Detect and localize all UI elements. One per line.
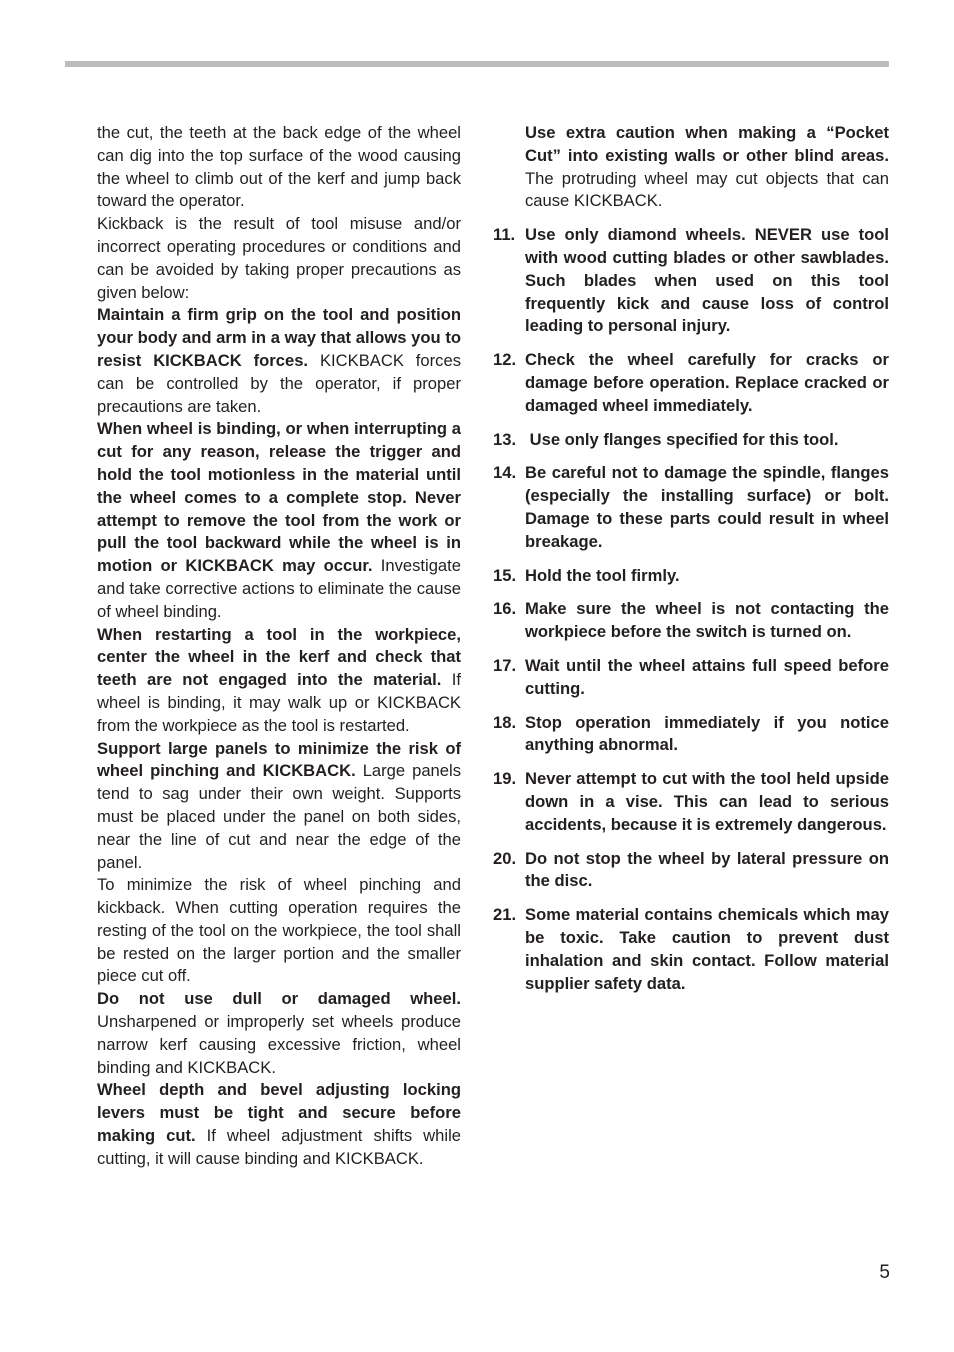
- paragraph: [97, 418, 461, 623]
- item-text: Some material contains chemicals which may be toxic. Take caution to prevent dust inhalation and skin contact. Follow material supplier safety data.: [525, 905, 889, 993]
- paragraph: [97, 122, 461, 213]
- list-item: [493, 712, 889, 758]
- list-item: [493, 904, 889, 995]
- item-number: 19.: [493, 769, 517, 789]
- list-item: [493, 848, 889, 894]
- paragraph-bold-lead: Support large panels to minimize the risk of wheel pinching and KICKBACK.: [97, 738, 461, 781]
- page-number: 5: [879, 1262, 890, 1283]
- item-text: Never attempt to cut with the tool held upside down in a vise. This can lead to serious accidents, because it is extremely dangerous.: [525, 769, 889, 834]
- item-number: 20.: [493, 848, 517, 868]
- paragraph: [97, 988, 461, 1079]
- item-number: 13.: [493, 429, 517, 449]
- paragraph: [97, 1079, 461, 1170]
- paragraph-text: Kickback is the result of tool misuse and/or incorrect operating procedures or conditions and can be avoided by taking proper precautions as given below:: [97, 214, 461, 302]
- item-text: Use only diamond wheels. NEVER use tool with wood cutting blades or other sawblades. Such blades when used on this tool frequently kick and cause loss of control leading to personal injury.: [525, 225, 889, 336]
- left-column: [97, 122, 461, 1171]
- item-text: Do not stop the wheel by lateral pressure on the disc.: [525, 848, 889, 891]
- paragraph-bold-lead: When wheel is binding, or when interrupting a cut for any reason, release the trigger and hold the tool motionless in the material until the wheel comes to a complete stop. Never attempt to remove the tool from the work or pull the tool backward while the wheel is in motion or KICKBACK may occur.: [97, 419, 461, 576]
- paragraph-text: KICKBACK forces can be controlled by the operator, if proper precautions are taken.: [97, 350, 461, 416]
- paragraph-text: If wheel is binding, it may walk up or KICKBACK from the workpiece as the tool is restarted.: [97, 670, 461, 735]
- item-number: 14.: [493, 463, 517, 483]
- list-item: [493, 598, 889, 644]
- item-number: 12.: [493, 350, 517, 370]
- item-text: Make sure the wheel is not contacting the workpiece before the switch is turned on.: [525, 599, 889, 642]
- item-text: Wait until the wheel attains full speed before cutting.: [525, 655, 889, 698]
- paragraph-bold-lead: Use extra caution when making a “Pocket Cut” into existing walls or other blind areas.: [525, 123, 889, 165]
- item-text: Stop operation immediately if you notice anything abnormal.: [525, 712, 889, 755]
- header-rule: [65, 61, 889, 67]
- item-number: 11.: [493, 225, 516, 245]
- paragraph-bold-lead: Do not use dull or damaged wheel.: [97, 989, 461, 1009]
- paragraph-text: Unsharpened or improperly set wheels produce narrow kerf causing excessive friction, wheel binding and KICKBACK.: [97, 1012, 461, 1077]
- item-text: Check the wheel carefully for cracks or damage before operation. Replace cracked or damaged wheel immediately.: [525, 350, 889, 415]
- pocket-cut-paragraph: [525, 122, 889, 213]
- item-text: Use only flanges specified for this tool.: [525, 429, 839, 449]
- paragraph-text: To minimize the risk of wheel pinching and kickback. When cutting operation requires the resting of the tool on the workpiece, the tool shall be rested on the larger portion and the smaller piece cut off.: [97, 875, 461, 986]
- item-number: 17.: [493, 655, 517, 675]
- item-number: 18.: [493, 712, 517, 732]
- paragraph: [97, 624, 461, 738]
- paragraph-text: The protruding wheel may cut objects that can cause KICKBACK.: [525, 168, 889, 211]
- paragraph-text: If wheel adjustment shifts while cutting, it will cause binding and KICKBACK.: [97, 1126, 461, 1168]
- paragraph-bold-lead: Maintain a firm grip on the tool and position your body and arm in a way that allows you to resist KICKBACK forces.: [97, 305, 461, 370]
- item-number: 16.: [493, 599, 517, 619]
- paragraph: [97, 738, 461, 875]
- item-text: Hold the tool firmly.: [525, 565, 680, 585]
- paragraph: [97, 304, 461, 418]
- paragraph-text: Large panels tend to sag under their own weight. Supports must be placed under the panel on both sides, near the line of cut and near the edge of the panel.: [97, 761, 461, 872]
- list-item: [493, 462, 889, 553]
- list-item: [493, 768, 889, 836]
- list-item: [493, 565, 889, 588]
- item-number: 15.: [493, 565, 517, 585]
- list-item: [493, 429, 889, 452]
- paragraph-bold-lead: When restarting a tool in the workpiece, center the wheel in the kerf and check that teeth are not engaged into the material.: [97, 624, 461, 690]
- item-number: 21.: [493, 905, 517, 925]
- list-item: [493, 224, 889, 338]
- right-column: [493, 122, 889, 1006]
- item-text: Be careful not to damage the spindle, flanges (especially the installing surface) or bolt. Damage to these parts could result in wheel breakage.: [525, 463, 889, 551]
- list-item: [493, 655, 889, 701]
- paragraph: [97, 213, 461, 304]
- paragraph-text: the cut, the teeth at the back edge of the wheel can dig into the top surface of the wood causing the wheel to climb out of the kerf and jump back toward the operator.: [97, 123, 461, 211]
- list-item: [493, 349, 889, 417]
- paragraph-text: Investigate and take corrective actions to eliminate the cause of wheel binding.: [97, 556, 461, 621]
- paragraph: [97, 874, 461, 988]
- safety-rules-list: [493, 224, 889, 995]
- paragraph-bold-lead: Wheel depth and bevel adjusting locking levers must be tight and secure before making cut.: [97, 1080, 461, 1146]
